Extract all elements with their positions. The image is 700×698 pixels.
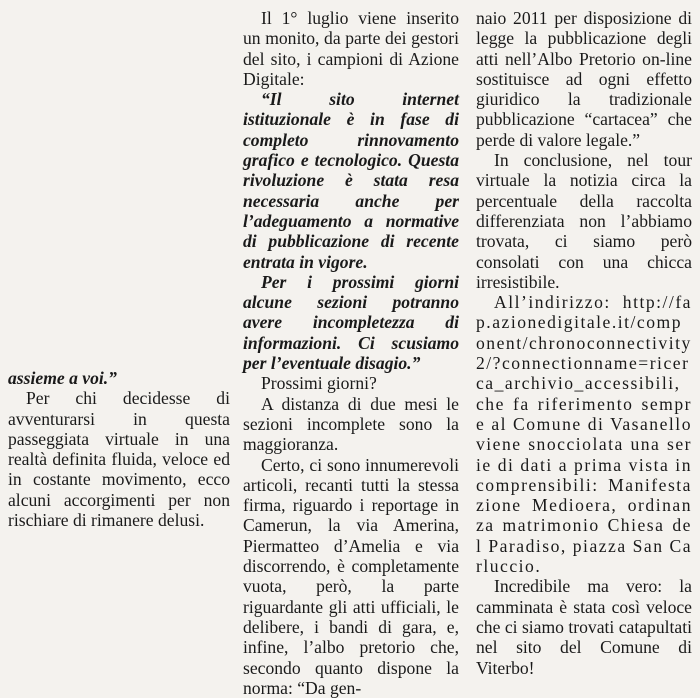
article-paragraph: Prossimi giorni? <box>261 373 377 394</box>
article-paragraph: Incredibile ma vero: la camminata è stata così veloce che ci siamo trovati catapultati nel sito del Comune di Viterbo! <box>476 576 692 678</box>
article-paragraph: Il 1° luglio viene inserito un monito, da parte dei gestori del sito, i campioni di Azione Digitale: <box>243 8 459 89</box>
article-paragraph: naio 2011 per disposizione di legge la pubblicazione degli atti nell’Albo Pretorio on-line sostituisce ad ogni effetto giuridico la tradizionale pubblicazione “cartacea” che perde di valore legale.” <box>476 8 692 150</box>
column-3 <box>476 8 692 678</box>
column-2 <box>243 8 459 698</box>
site-notice-quote: Per i prossimi giorni alcune sezioni potranno avere incompletezza di informazioni. Ci scusiamo per l’eventuale disagio.” <box>243 271 459 374</box>
article-paragraph: In conclusione, nel tour virtuale la notizia circa la percentuale della raccolta differenziata non l’abbiamo trovata, ci siamo però consolati con una chicca irresistibile. <box>476 150 692 292</box>
article-paragraph-url: All’indirizzo: http://fap.azionedigitale.it/component/chronoconnectivity2/?connectionname=ricerca_archivio_accessibili, che fa riferimento sempre al Comune di Vasanello viene snocciolata una serie di dati a prima vista incomprensibili: Manifestazione Medioera, ordinanza matrimonio Chiesa del Paradiso, piazza San Carluccio. <box>476 292 692 577</box>
article-paragraph: Certo, ci sono innumerevoli articoli, recanti tutti la stessa firma, riguardo i reportage in Camerun, la via Amerina, Piermatteo d’Amelia e via discorrendo, è completamente vuota, però, la parte riguardante gli atti ufficiali, le delibere, i bandi di gara, e, infine, l’albo pretorio che, secondo quanto dispone la norma: “Da gen- <box>243 454 459 698</box>
site-notice-quote: “Il sito internet istituzionale è in fase di completo rinnovamento grafico e tecnologico. Questa rivoluzione è stata resa necessaria anche per l’adeguamento a normative di pubblicazione di recente entrata in vigore. <box>243 89 459 272</box>
article-paragraph: A distanza di due mesi le sezioni incomplete sono la maggioranza. <box>243 393 459 455</box>
article-paragraph: Per chi decidesse di avventurarsi in questa passeggiata virtuale in una realtà definita fluida, veloce ed in costante movimento, ecco alcuni accorgimenti per non rischiare di rimanere delusi. <box>8 388 230 531</box>
closing-quote: assieme a voi.” <box>8 368 117 388</box>
column-1 <box>8 368 230 530</box>
